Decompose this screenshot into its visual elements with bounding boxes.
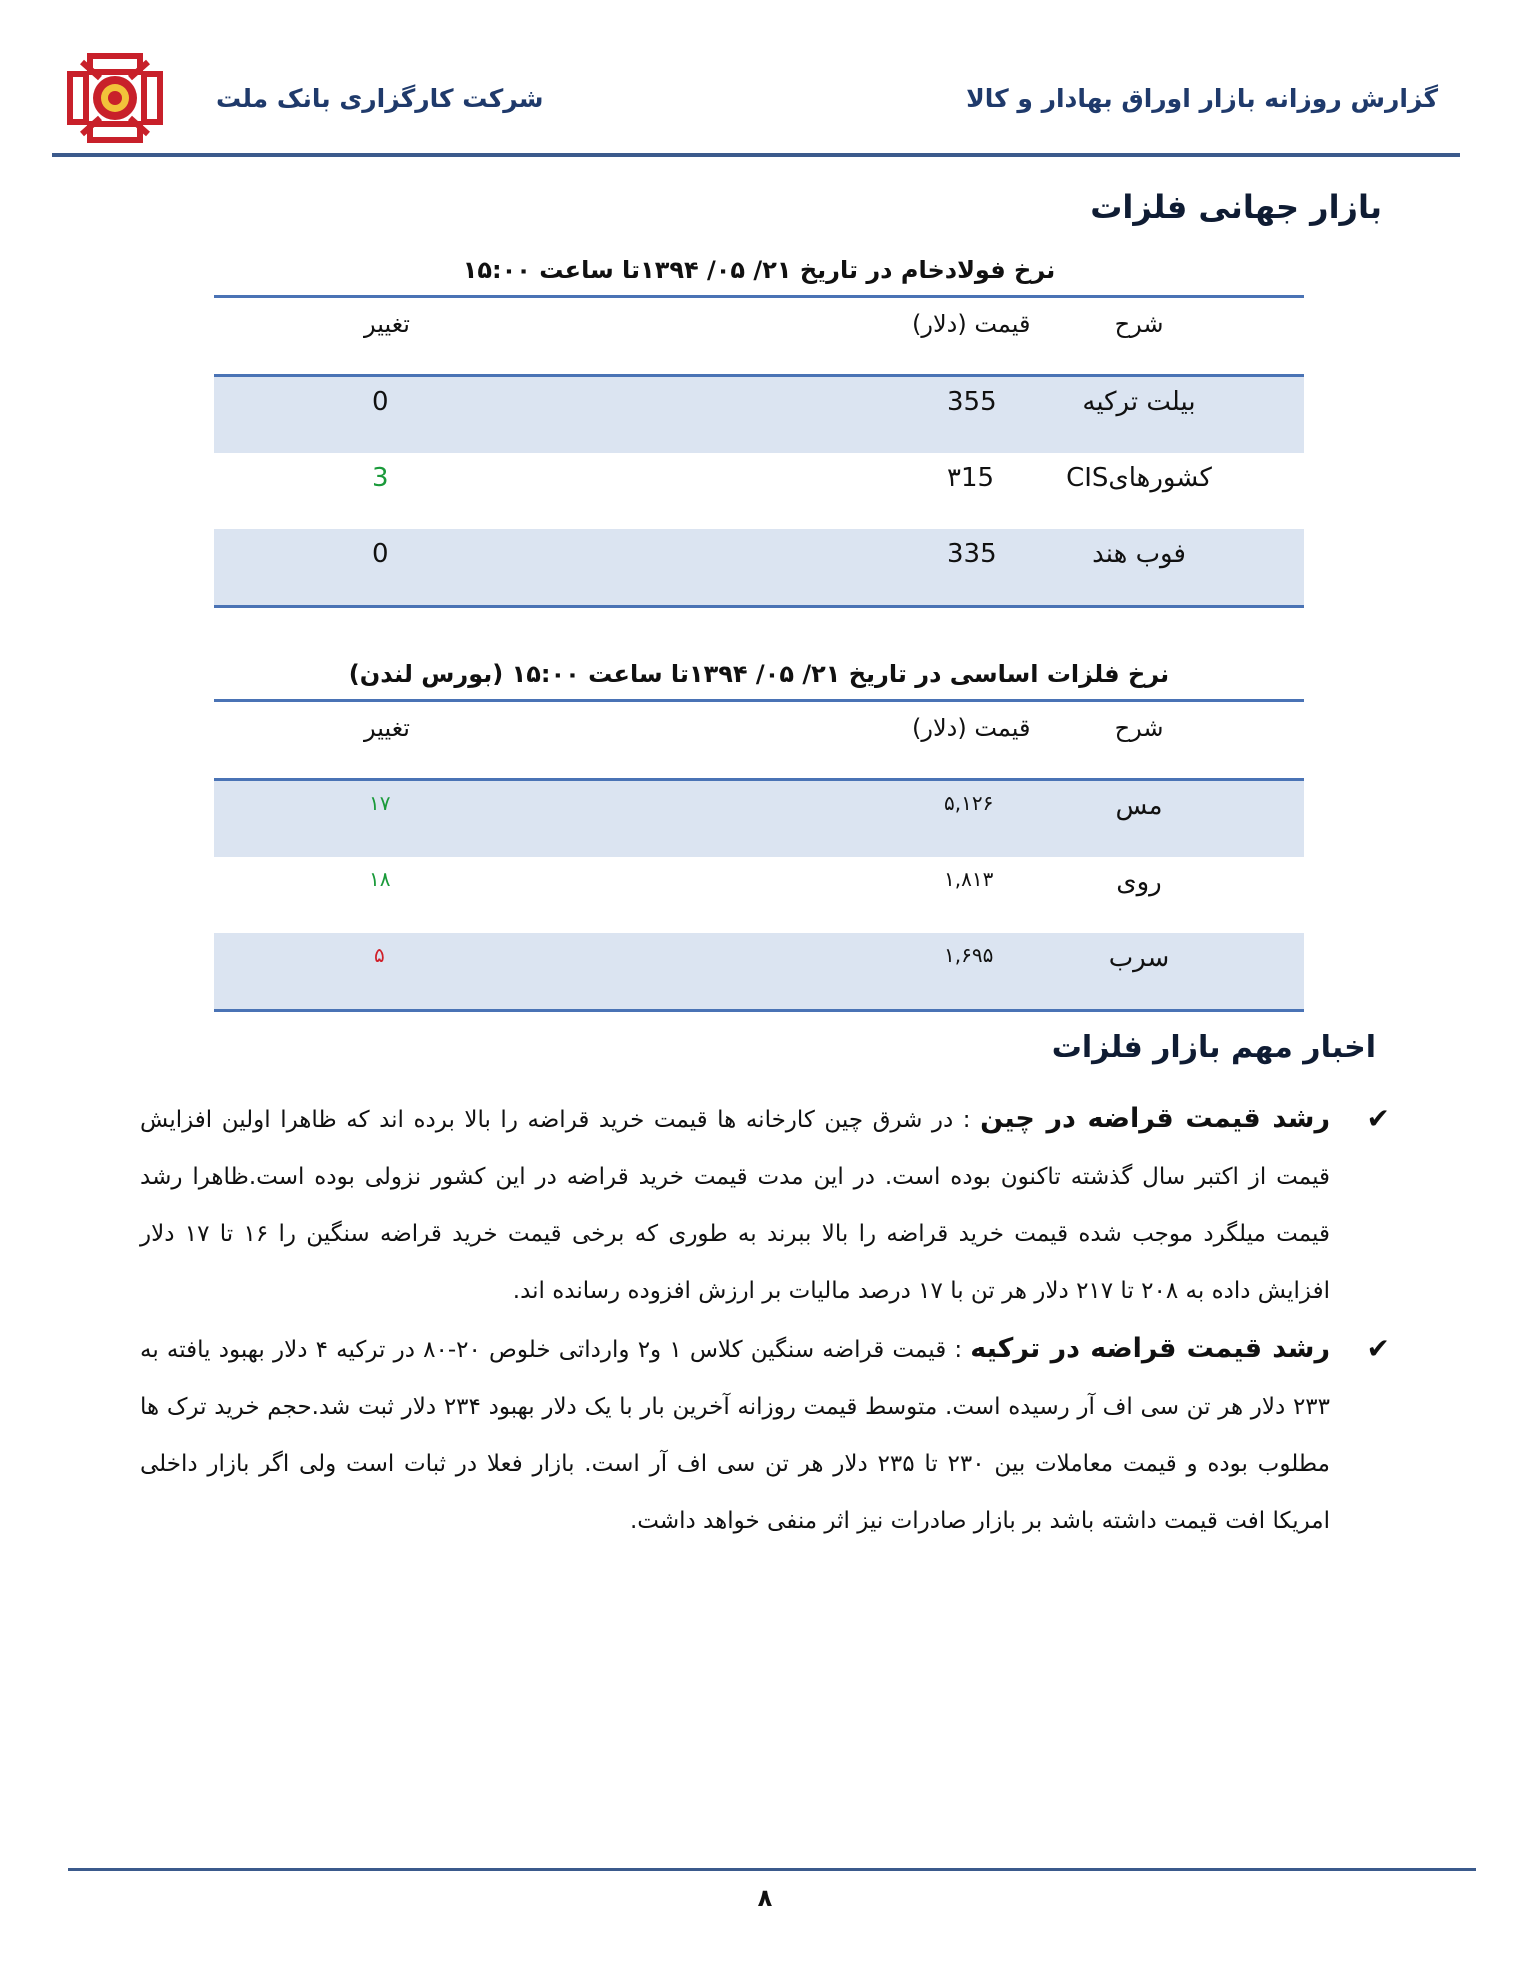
row-desc: مس [1115, 791, 1163, 821]
footer-divider [68, 1868, 1476, 1871]
header-brand [62, 48, 543, 148]
column-desc: شرح [1114, 714, 1164, 742]
row-change: ۱۸ [369, 867, 391, 891]
row-price: ۵,۱۲۶ [944, 791, 994, 815]
table-row [214, 857, 1304, 933]
row-price: ۱,۸۱۳ [944, 867, 994, 891]
company-name: شرکت کارگزاری بانک ملت [216, 83, 544, 113]
news-list [140, 1090, 1390, 1550]
row-change: 0 [372, 387, 389, 417]
section-title-metals-news: اخبار مهم بازار فلزات [1051, 1030, 1376, 1065]
row-desc: کشورهایCIS [1066, 463, 1212, 493]
section-title-global-metals: بازار جهانی فلزات [1090, 188, 1382, 226]
row-change: 0 [372, 539, 389, 569]
table-header [214, 295, 1304, 377]
row-desc: فوب هند [1092, 539, 1186, 569]
row-change: ۱۷ [369, 791, 391, 815]
news-headline: رشد قیمت قراضه در ترکیه [970, 1333, 1330, 1364]
column-price: قیمت (دلار) [912, 310, 1031, 338]
checkmark-icon: ✔ [1366, 1332, 1390, 1365]
table-row [214, 933, 1304, 1012]
table-row [214, 377, 1304, 453]
row-desc: سرب [1108, 943, 1170, 973]
row-price: 335 [947, 539, 997, 569]
base-metals-table-caption: نرخ فلزات اساسی در تاریخ ۲۱/ ۰۵/ ۱۳۹۴تا ساعت ۱۵:۰۰ (بورس لندن) [348, 660, 1170, 688]
column-price: قیمت (دلار) [912, 714, 1031, 742]
page-number: ۸ [757, 1884, 773, 1912]
news-item [140, 1090, 1390, 1320]
news-headline: رشد قیمت قراضه در چین [980, 1103, 1331, 1134]
row-price: ۳15 [947, 463, 995, 493]
table-row [214, 529, 1304, 608]
table-row [214, 453, 1304, 529]
base-metals-table [214, 699, 1304, 1012]
news-item [140, 1320, 1390, 1550]
steel-price-table [214, 295, 1304, 608]
steel-table-caption: نرخ فولادخام در تاریخ ۲۱/ ۰۵/ ۱۳۹۴تا ساعت ۱۵:۰۰ [462, 256, 1056, 284]
table-row [214, 781, 1304, 857]
checkmark-icon: ✔ [1366, 1102, 1390, 1135]
column-desc: شرح [1114, 310, 1164, 338]
row-desc: روی [1116, 867, 1162, 897]
news-body: : قیمت قراضه سنگین کلاس ۱ و۲ وارداتی خلوص ۲۰-۸۰ در ترکیه ۴ دلار بهبود یافته به ۲۳۳ دلار هر تن سی اف آر رسیده است. متوسط قیمت روزانه آخرین بار با یک دلار بهبود ۲۳۴ دلار ثبت شد.حجم خرید ترک ها مطلوب بوده و قیمت معاملات بین ۲۳۰ تا ۲۳۵ دلار هر تن سی اف آر است. بازار فعلا در ثبات است ولی اگر بازار داخلی امریکا افت قیمت داشته باشد بر بازار صادرات نیز اثر منفی خواهد داشت. [140, 1337, 1331, 1534]
row-price: 355 [947, 387, 997, 417]
row-change: ۵ [374, 943, 385, 967]
column-change: تغییر [364, 310, 410, 338]
column-change: تغییر [364, 714, 410, 742]
report-title: گزارش روزانه بازار اوراق بهادار و کالا [966, 84, 1438, 113]
row-desc: بیلت ترکیه [1082, 387, 1196, 417]
news-body: : در شرق چین کارخانه ها قیمت خرید قراضه را بالا برده اند که ظاهرا اولین افزایش قیمت از اکتبر سال گذشته تاکنون بوده است. در این مدت قیمت خرید قراضه در این کشور نزولی بوده است.ظاهرا رشد قیمت میلگرد موجب شده قیمت خرید قراضه را بالا ببرند به طوری که برخی قیمت خرید قراضه سنگین را ۱۶ تا ۱۷ دلار افزایش داده به ۲۰۸ تا ۲۱۷ دلار هر تن با ۱۷ درصد مالیات بر ارزش افزوده رسانده اند. [140, 1107, 1330, 1304]
row-change: 3 [372, 463, 389, 493]
header-divider [52, 153, 1460, 157]
row-price: ۱,۶۹۵ [944, 943, 994, 967]
table-header [214, 699, 1304, 781]
mellat-bank-logo-icon [62, 48, 168, 148]
